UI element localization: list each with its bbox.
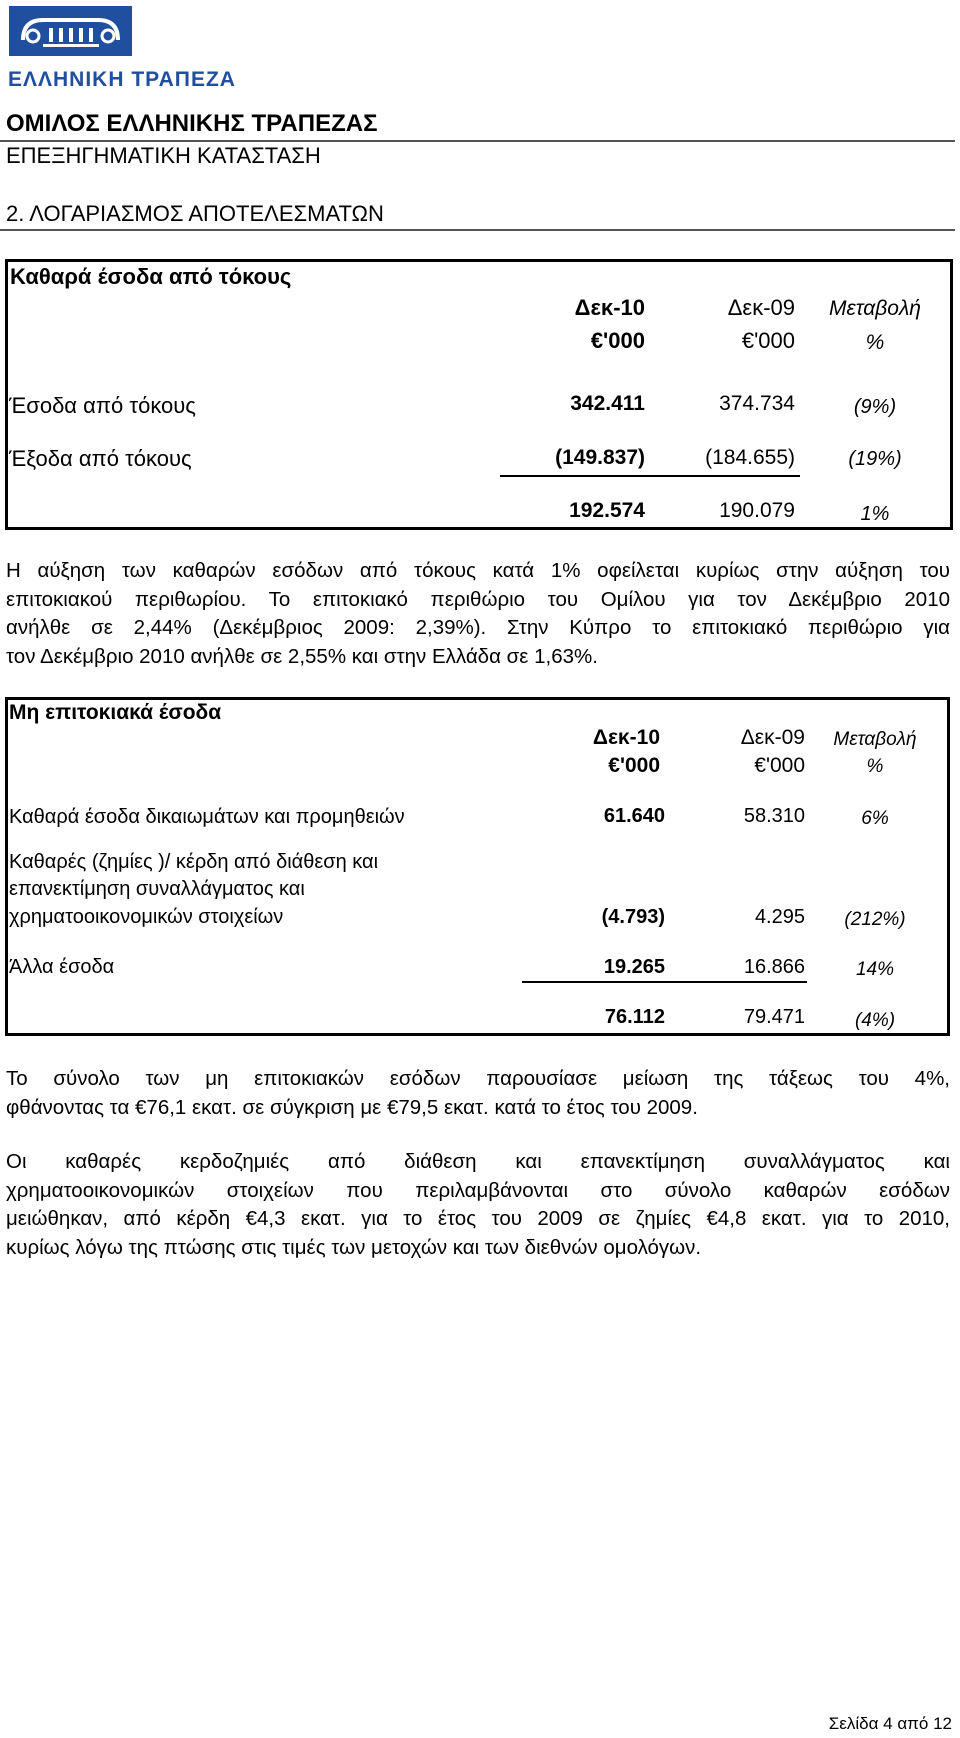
col-current-unit: €'000	[590, 328, 645, 353]
col-change-header: Μεταβολή	[829, 297, 921, 320]
subtotal-underline	[500, 475, 800, 477]
total-change: 1%	[860, 503, 890, 525]
col-current-header: Δεκ-10	[592, 726, 660, 749]
col-current-header: Δεκ-10	[574, 295, 645, 320]
row-change: (9%)	[853, 396, 897, 418]
interest-commentary	[6, 557, 950, 671]
row-label: Άλλα έσοδα	[9, 956, 115, 978]
paragraph-line: επιτοκιακού περιθωρίου. Το επιτοκιακό περιθώριο του Ομίλου για τον Δεκέμβριο 2010	[6, 587, 950, 611]
total-current: 76.112	[604, 1006, 665, 1028]
header-divider	[0, 140, 955, 142]
col-change-unit: %	[866, 756, 884, 777]
report-title: ΕΠΕΞΗΓΗΜΑΤΙΚΗ ΚΑΤΑΣΤΑΣΗ	[6, 143, 321, 168]
col-previous-header: Δεκ-09	[740, 726, 805, 749]
bank-logo-icon	[9, 6, 132, 56]
total-previous: 190.079	[719, 499, 795, 522]
col-previous-header: Δεκ-09	[727, 295, 795, 320]
col-current-unit: €'000	[608, 754, 660, 777]
paragraph-line: φθάνοντας τα €76,1 εκατ. σε σύγκριση με €79,5 εκατ. κατά το έτος του 2009.	[6, 1095, 698, 1119]
row-previous: (184.655)	[705, 446, 795, 469]
row-current: 19.265	[603, 956, 665, 978]
row-change: 6%	[861, 808, 889, 829]
group-title: ΟΜΙΛΟΣ ΕΛΛΗΝΙΚΗΣ ΤΡΑΠΕΖΑΣ	[6, 110, 378, 137]
row-current: (149.837)	[555, 446, 645, 469]
total-change: (4%)	[854, 1010, 896, 1031]
non-interest-commentary	[6, 1065, 950, 1122]
paragraph-line: μειώθηκαν, από κέρδη €4,3 εκατ. για το έτος του 2009 σε ζημίες €4,8 εκατ. για το 2010,	[6, 1207, 950, 1230]
row-current: 61.640	[603, 805, 665, 827]
paragraph-line: ανήλθε σε 2,44% (Δεκέμβριος 2009: 2,39%). Στην Κύπρο το επιτοκιακό περιθώριο για	[6, 616, 950, 639]
col-previous-unit: €'000	[741, 328, 795, 353]
paragraph-line: χρηματοοικονομικών στοιχείων που περιλαμβάνονται στο σύνολο καθαρών εσόδων	[6, 1178, 950, 1202]
row-label: Καθαρές (ζημίες )/ κέρδη από διάθεση και	[9, 851, 379, 873]
row-label: επανεκτίμηση συναλλάγματος και	[9, 878, 305, 900]
total-current: 192.574	[569, 499, 645, 522]
subtotal-underline	[522, 981, 807, 983]
row-previous: 16.866	[743, 956, 805, 978]
row-label: Έσοδα από τόκους	[9, 393, 196, 418]
non-interest-title: Μη επιτοκιακά έσοδα	[9, 701, 222, 724]
paragraph-line: Οι καθαρές κερδοζημιές από διάθεση και επανεκτίμηση συναλλάγματος και	[6, 1150, 950, 1173]
col-change-header: Μεταβολή	[833, 729, 917, 750]
paragraph-line: Το σύνολο των μη επιτοκιακών εσόδων παρουσίασε μείωση της τάξεως του 4%,	[6, 1067, 950, 1090]
row-current: (4.793)	[601, 906, 665, 928]
row-change: 14%	[855, 959, 895, 980]
row-change: (212%)	[844, 909, 906, 930]
paragraph-line: τον Δεκέμβριο 2010 ανήλθε σε 2,55% και στην Ελλάδα σε 1,63%.	[6, 644, 598, 668]
row-label: Έξοδα από τόκους	[9, 446, 192, 471]
total-previous: 79.471	[743, 1006, 805, 1028]
row-label: Καθαρά έσοδα δικαιωμάτων και προμηθειών	[9, 806, 405, 828]
row-previous: 4.295	[754, 906, 805, 928]
section-title: 2. ΛΟΓΑΡΙΑΣΜΟΣ ΑΠΟΤΕΛΕΣΜΑΤΩΝ	[6, 201, 384, 226]
row-change: (19%)	[848, 448, 902, 470]
paragraph-line: κυρίως λόγω της πτώσης στις τιμές των μετοχών και των διεθνών ομολόγων.	[6, 1235, 702, 1259]
row-previous: 58.310	[743, 805, 805, 827]
row-previous: 374.734	[719, 392, 795, 415]
net-interest-title: Καθαρά έσοδα από τόκους	[10, 264, 292, 289]
fx-commentary	[6, 1148, 950, 1262]
col-previous-unit: €'000	[754, 754, 805, 777]
bank-name: ΕΛΛΗΝΙΚΗ ΤΡΑΠΕΖΑ	[8, 68, 236, 91]
page-number: Σελίδα 4 από 12	[828, 1714, 952, 1733]
paragraph-line: Η αύξηση των καθαρών εσόδων από τόκους κατά 1% οφείλεται κυρίως στην αύξηση του	[6, 559, 950, 582]
row-label: χρηματοοικονομικών στοιχείων	[9, 906, 284, 928]
section-divider	[0, 229, 955, 231]
row-current: 342.411	[570, 392, 645, 415]
col-change-unit: %	[865, 331, 885, 354]
